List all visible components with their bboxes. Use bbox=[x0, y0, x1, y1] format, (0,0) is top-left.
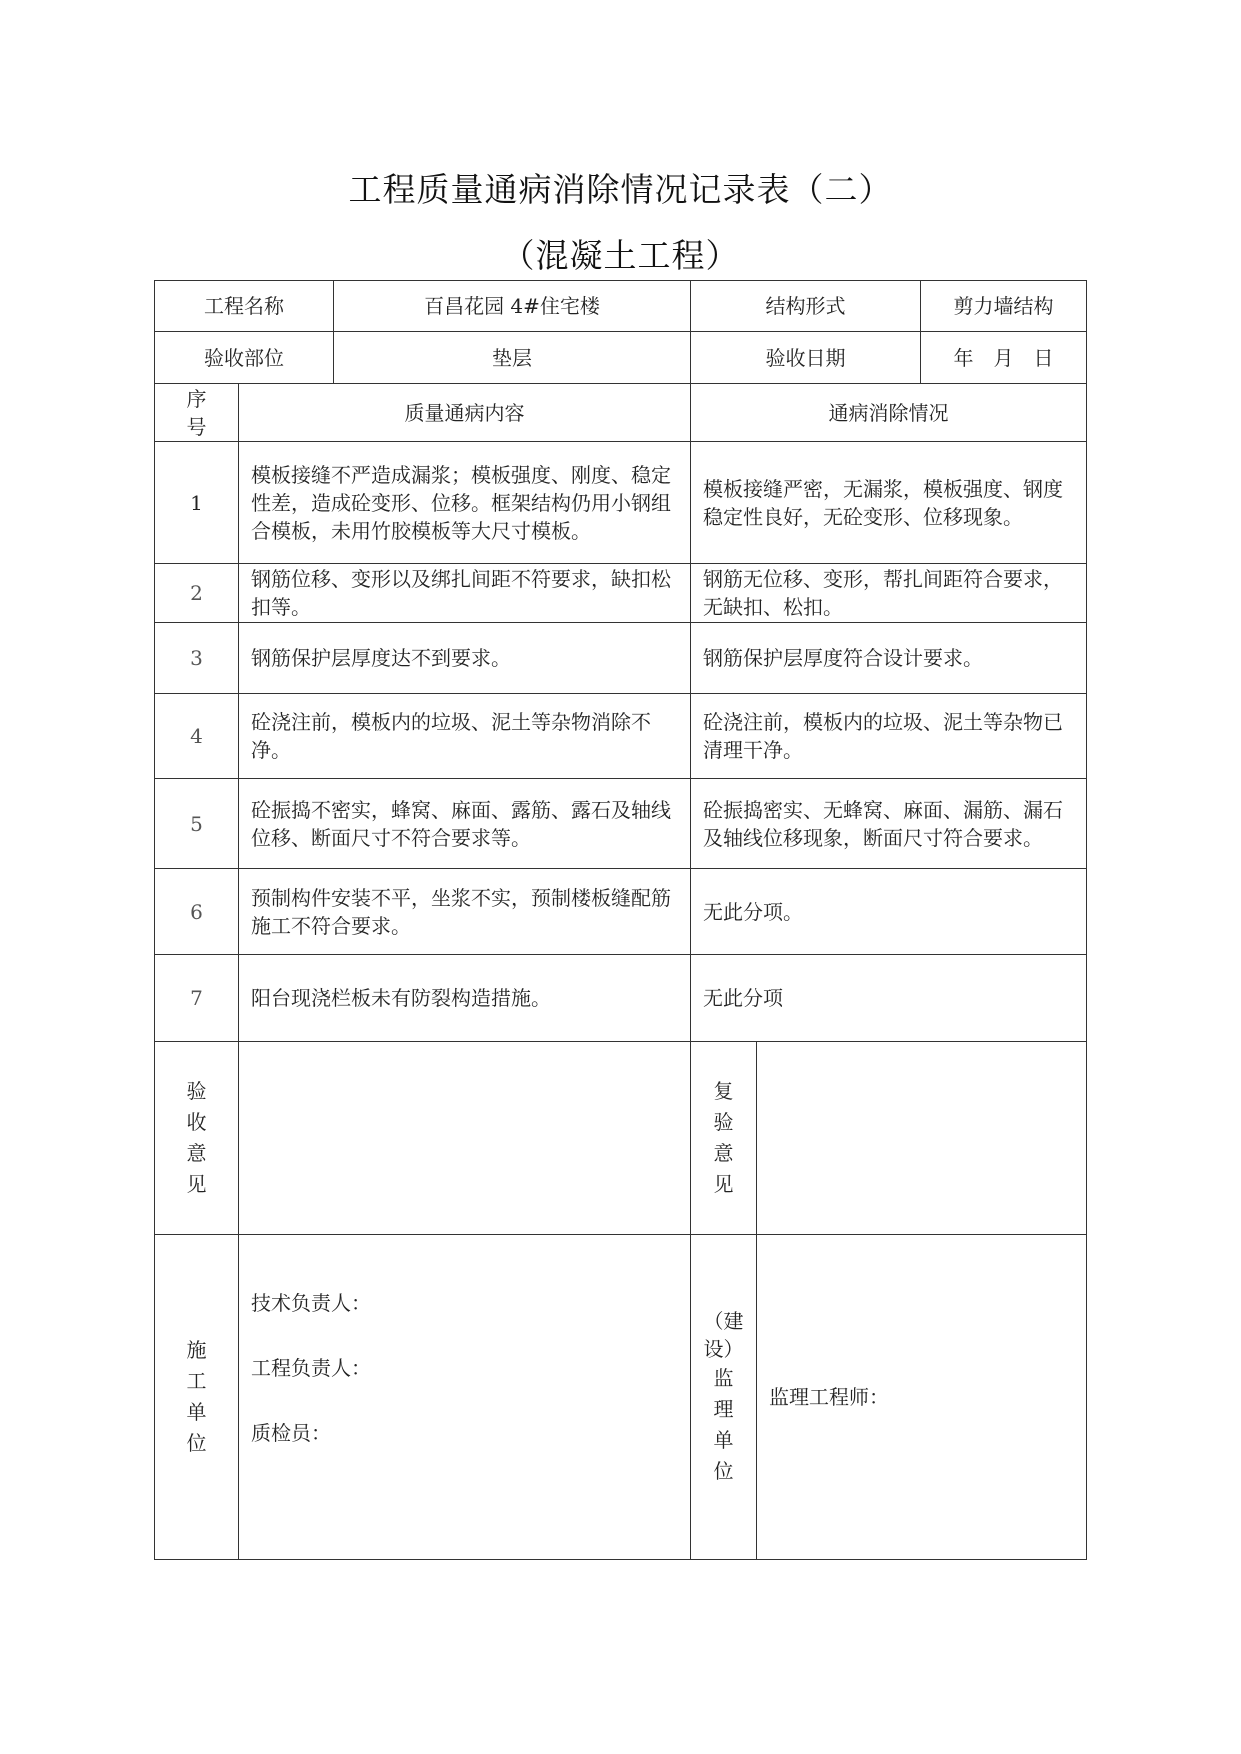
info-row-project bbox=[155, 281, 1087, 332]
project-lead-signature[interactable]: 工程负责人： bbox=[251, 1356, 371, 1380]
row-number: 7 bbox=[155, 955, 239, 1042]
row-content: 阳台现浇栏板未有防裂构造措施。 bbox=[239, 955, 691, 1042]
acceptance-date-value: 年 月 日 bbox=[921, 332, 1087, 384]
header-status: 通病消除情况 bbox=[691, 384, 1087, 442]
recheck-opinion-label: 复 验 意 见 bbox=[713, 1079, 734, 1196]
acceptance-part-label: 验收部位 bbox=[155, 332, 334, 384]
supervisor-label: 监 理 单 位 bbox=[713, 1366, 734, 1483]
row-status: 钢筋无位移、变形，帮扎间距符合要求，无缺扣、松扣。 bbox=[691, 564, 1087, 623]
document-title: 工程质量通病消除情况记录表（二） bbox=[348, 170, 893, 209]
acceptance-opinion-label: 验 收 意 见 bbox=[186, 1079, 207, 1196]
contractor-signatures bbox=[239, 1235, 691, 1560]
table-row bbox=[155, 564, 1087, 623]
row-status: 钢筋保护层厚度符合设计要求。 bbox=[691, 623, 1087, 694]
row-number: 1 bbox=[155, 442, 239, 564]
structure-type-label: 结构形式 bbox=[691, 281, 921, 332]
table-header-row bbox=[155, 384, 1087, 442]
project-name-label: 工程名称 bbox=[155, 281, 334, 332]
row-status: 砼浇注前，模板内的垃圾、泥土等杂物已清理干净。 bbox=[691, 694, 1087, 779]
row-content: 预制构件安装不平，坐浆不实，预制楼板缝配筋施工不符合要求。 bbox=[239, 869, 691, 955]
row-status: 砼振捣密实、无蜂窝、麻面、漏筋、漏石及轴线位移现象，断面尺寸符合要求。 bbox=[691, 779, 1087, 869]
acceptance-date-label: 验收日期 bbox=[691, 332, 921, 384]
header-content: 质量通病内容 bbox=[239, 384, 691, 442]
row-number: 3 bbox=[155, 623, 239, 694]
supervisor-engineer-signature[interactable]: 监理工程师： bbox=[757, 1235, 1087, 1560]
recheck-opinion-field[interactable] bbox=[757, 1042, 1087, 1235]
supervisor-label-top: （建 设） bbox=[703, 1309, 744, 1361]
table-row bbox=[155, 779, 1087, 869]
inspector-signature[interactable]: 质检员： bbox=[251, 1421, 331, 1445]
acceptance-part-value: 垫层 bbox=[334, 332, 691, 384]
row-number: 2 bbox=[155, 564, 239, 623]
row-number: 4 bbox=[155, 694, 239, 779]
project-name-value: 百昌花园 4#住宅楼 bbox=[334, 281, 691, 332]
header-seq: 序 号 bbox=[155, 384, 239, 442]
row-content: 钢筋位移、变形以及绑扎间距不符要求，缺扣松扣等。 bbox=[239, 564, 691, 623]
table-row bbox=[155, 869, 1087, 955]
row-status: 模板接缝严密，无漏浆，模板强度、钢度稳定性良好，无砼变形、位移现象。 bbox=[691, 442, 1087, 564]
acceptance-opinion-field[interactable] bbox=[239, 1042, 691, 1235]
table-row bbox=[155, 623, 1087, 694]
row-number: 5 bbox=[155, 779, 239, 869]
structure-type-value: 剪力墙结构 bbox=[921, 281, 1087, 332]
table-row bbox=[155, 442, 1087, 564]
document-subtitle: （混凝土工程） bbox=[501, 236, 740, 275]
signature-row bbox=[155, 1235, 1087, 1560]
info-row-part bbox=[155, 332, 1087, 384]
record-table bbox=[154, 280, 1087, 1560]
row-content: 钢筋保护层厚度达不到要求。 bbox=[239, 623, 691, 694]
row-status: 无此分项 bbox=[691, 955, 1087, 1042]
row-content: 砼振捣不密实，蜂窝、麻面、露筋、露石及轴线位移、断面尺寸不符合要求等。 bbox=[239, 779, 691, 869]
tech-lead-signature[interactable]: 技术负责人： bbox=[251, 1291, 371, 1315]
table-row bbox=[155, 955, 1087, 1042]
row-content: 模板接缝不严造成漏浆；模板强度、刚度、稳定性差，造成砼变形、位移。框架结构仍用小钢组合模板，未用竹胶模板等大尺寸模板。 bbox=[239, 442, 691, 564]
row-content: 砼浇注前，模板内的垃圾、泥土等杂物消除不净。 bbox=[239, 694, 691, 779]
opinion-row bbox=[155, 1042, 1087, 1235]
row-number: 6 bbox=[155, 869, 239, 955]
contractor-label: 施 工 单 位 bbox=[186, 1338, 207, 1455]
row-status: 无此分项。 bbox=[691, 869, 1087, 955]
table-row bbox=[155, 694, 1087, 779]
